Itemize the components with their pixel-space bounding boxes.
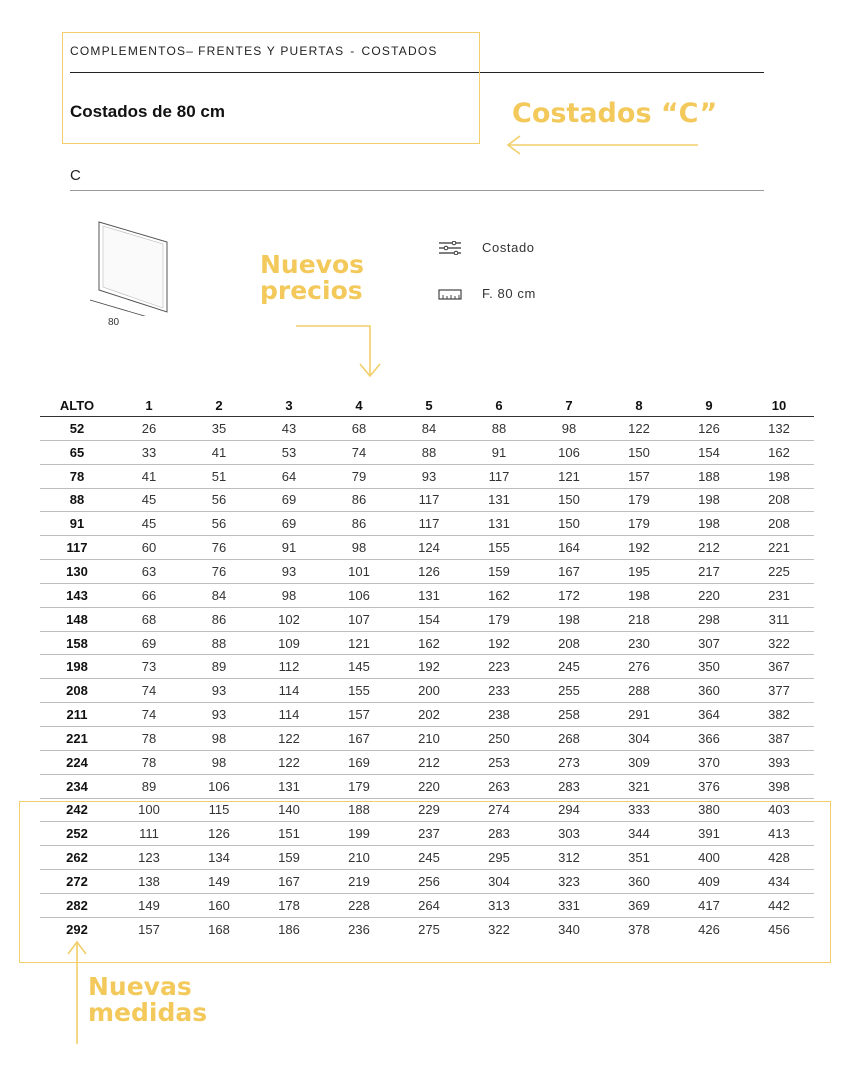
price-cell: 192 xyxy=(464,631,534,655)
price-cell: 233 xyxy=(464,679,534,703)
alto-cell: 208 xyxy=(40,679,114,703)
price-cell: 150 xyxy=(534,512,604,536)
price-cell: 364 xyxy=(674,703,744,727)
price-cell: 366 xyxy=(674,726,744,750)
price-cell: 178 xyxy=(254,893,324,917)
price-cell: 106 xyxy=(184,774,254,798)
price-cell: 98 xyxy=(184,726,254,750)
price-cell: 428 xyxy=(744,846,814,870)
price-cell: 268 xyxy=(534,726,604,750)
table-row xyxy=(40,655,814,679)
price-cell: 88 xyxy=(184,631,254,655)
price-cell: 84 xyxy=(184,583,254,607)
price-cell: 236 xyxy=(348,921,370,937)
price-cell: 76 xyxy=(184,560,254,584)
page-title: Costados de 80 cm xyxy=(70,102,225,121)
title-highlight-box xyxy=(62,32,480,144)
price-cell: 179 xyxy=(604,512,674,536)
spec-label-costado: Costado xyxy=(482,240,535,255)
alto-cell: 211 xyxy=(40,703,114,727)
price-cell: 210 xyxy=(324,846,394,870)
price-cell: 426 xyxy=(698,921,720,937)
price-cell: 198 xyxy=(674,488,744,512)
price-cell: 78 xyxy=(114,750,184,774)
price-cell: 86 xyxy=(324,488,394,512)
price-cell: 303 xyxy=(534,822,604,846)
price-cell: 93 xyxy=(254,560,324,584)
price-cell: 218 xyxy=(604,607,674,631)
price-cell: 154 xyxy=(394,607,464,631)
alto-cell: 272 xyxy=(40,870,114,894)
price-cell: 98 xyxy=(324,536,394,560)
price-cell: 220 xyxy=(674,583,744,607)
price-cell: 221 xyxy=(744,536,814,560)
price-cell: 322 xyxy=(744,631,814,655)
price-cell: 150 xyxy=(534,488,604,512)
price-cell: 68 xyxy=(324,417,394,441)
price-cell: 295 xyxy=(464,846,534,870)
price-cell: 102 xyxy=(254,607,324,631)
price-cell: 344 xyxy=(604,822,674,846)
price-cell: 33 xyxy=(114,440,184,464)
price-cell: 89 xyxy=(184,655,254,679)
price-cell: 88 xyxy=(394,440,464,464)
price-cell: 237 xyxy=(394,822,464,846)
arrow-down-icon xyxy=(294,322,384,380)
price-cell: 69 xyxy=(114,631,184,655)
price-cell: 93 xyxy=(184,703,254,727)
annotation-precios xyxy=(260,252,364,305)
price-cell: 106 xyxy=(324,583,394,607)
breadcrumb-separator: - xyxy=(350,44,356,58)
price-cell: 370 xyxy=(674,750,744,774)
price-cell: 162 xyxy=(394,631,464,655)
alto-cell: 117 xyxy=(40,536,114,560)
price-cell: 403 xyxy=(744,798,814,822)
price-cell: 321 xyxy=(604,774,674,798)
price-cell: 179 xyxy=(324,774,394,798)
price-cell: 162 xyxy=(744,440,814,464)
table-row xyxy=(40,417,814,441)
price-cell: 164 xyxy=(534,536,604,560)
price-cell: 288 xyxy=(604,679,674,703)
price-cell: 400 xyxy=(674,846,744,870)
price-cell: 66 xyxy=(114,583,184,607)
price-cell: 210 xyxy=(394,726,464,750)
price-cell: 208 xyxy=(744,512,814,536)
table-row xyxy=(40,560,814,584)
price-cell: 100 xyxy=(114,798,184,822)
price-cell: 112 xyxy=(254,655,324,679)
panel-illustration xyxy=(86,220,172,316)
price-cell: 322 xyxy=(488,921,510,937)
price-cell: 140 xyxy=(254,798,324,822)
price-cell: 69 xyxy=(254,488,324,512)
arrow-left-icon xyxy=(504,134,704,156)
price-cell: 274 xyxy=(464,798,534,822)
price-cell: 340 xyxy=(558,921,580,937)
breadcrumb-category: COMPLEMENTOS– xyxy=(70,44,195,58)
price-cell: 291 xyxy=(604,703,674,727)
alto-cell: 78 xyxy=(40,464,114,488)
spec-label-ancho: F. 80 cm xyxy=(482,286,536,301)
table-row xyxy=(40,464,814,488)
price-cell: 217 xyxy=(674,560,744,584)
price-cell: 74 xyxy=(324,440,394,464)
price-cell: 230 xyxy=(604,631,674,655)
price-cell: 51 xyxy=(184,464,254,488)
annotation-medidas xyxy=(88,974,207,1027)
header-col-1: 1 xyxy=(114,394,184,417)
header-col-9: 9 xyxy=(674,394,744,417)
price-cell: 109 xyxy=(254,631,324,655)
header-col-8: 8 xyxy=(604,394,674,417)
price-cell: 376 xyxy=(674,774,744,798)
price-cell: 53 xyxy=(254,440,324,464)
price-cell: 131 xyxy=(464,488,534,512)
price-cell: 151 xyxy=(254,822,324,846)
price-cell: 124 xyxy=(394,536,464,560)
price-cell: 231 xyxy=(744,583,814,607)
table-row xyxy=(40,774,814,798)
price-cell: 101 xyxy=(324,560,394,584)
price-cell: 333 xyxy=(604,798,674,822)
price-cell: 60 xyxy=(114,536,184,560)
price-cell: 263 xyxy=(464,774,534,798)
price-cell: 311 xyxy=(744,607,814,631)
price-cell: 73 xyxy=(114,655,184,679)
arrow-up-icon xyxy=(66,938,88,1048)
alto-cell: 148 xyxy=(40,607,114,631)
price-cell: 351 xyxy=(604,846,674,870)
price-cell: 64 xyxy=(254,464,324,488)
price-cell: 56 xyxy=(184,488,254,512)
price-cell: 138 xyxy=(114,870,184,894)
price-cell: 377 xyxy=(744,679,814,703)
price-cell: 378 xyxy=(628,921,650,937)
price-cell: 220 xyxy=(394,774,464,798)
price-cell: 98 xyxy=(254,583,324,607)
price-cell: 121 xyxy=(534,464,604,488)
price-cell: 160 xyxy=(184,893,254,917)
price-cell: 93 xyxy=(184,679,254,703)
price-cell: 91 xyxy=(254,536,324,560)
table-row xyxy=(40,583,814,607)
price-cell: 56 xyxy=(184,512,254,536)
header-col-10: 10 xyxy=(744,394,814,417)
header-col-6: 6 xyxy=(464,394,534,417)
price-cell: 387 xyxy=(744,726,814,750)
header-col-2: 2 xyxy=(184,394,254,417)
price-cell: 199 xyxy=(324,822,394,846)
table-header-row xyxy=(40,394,814,417)
price-cell: 307 xyxy=(674,631,744,655)
price-cell: 122 xyxy=(254,750,324,774)
price-cell: 253 xyxy=(464,750,534,774)
annotation-medidas-line2: medidas xyxy=(88,998,208,1028)
price-cell: 157 xyxy=(138,921,160,937)
price-cell: 409 xyxy=(674,870,744,894)
spec-ancho xyxy=(438,286,536,301)
price-cell: 154 xyxy=(674,440,744,464)
price-cell: 360 xyxy=(674,679,744,703)
price-cell: 188 xyxy=(324,798,394,822)
header-col-7: 7 xyxy=(534,394,604,417)
annotation-medidas-line1: Nuevas xyxy=(88,972,192,1001)
annotation-costados: Costados “C” xyxy=(512,98,718,129)
alto-cell: 221 xyxy=(40,726,114,750)
price-cell: 41 xyxy=(114,464,184,488)
price-cell: 159 xyxy=(254,846,324,870)
table-row xyxy=(40,512,814,536)
table-row xyxy=(40,536,814,560)
price-cell: 115 xyxy=(184,798,254,822)
price-cell: 298 xyxy=(674,607,744,631)
table-row xyxy=(40,488,814,512)
price-cell: 126 xyxy=(674,417,744,441)
price-cell: 79 xyxy=(324,464,394,488)
sliders-icon xyxy=(438,241,462,255)
price-cell: 26 xyxy=(114,417,184,441)
table-row xyxy=(40,750,814,774)
alto-cell: 52 xyxy=(40,417,114,441)
price-cell: 223 xyxy=(464,655,534,679)
price-cell: 219 xyxy=(324,870,394,894)
price-cell: 74 xyxy=(114,679,184,703)
alto-cell: 252 xyxy=(40,822,114,846)
price-cell: 89 xyxy=(114,774,184,798)
price-cell: 155 xyxy=(464,536,534,560)
alto-cell: 65 xyxy=(40,440,114,464)
price-cell: 304 xyxy=(464,870,534,894)
price-cell: 179 xyxy=(464,607,534,631)
price-cell: 202 xyxy=(394,703,464,727)
price-cell: 126 xyxy=(184,822,254,846)
table-row xyxy=(40,726,814,750)
alto-cell: 88 xyxy=(40,488,114,512)
price-cell: 98 xyxy=(184,750,254,774)
price-cell: 245 xyxy=(534,655,604,679)
price-cell: 238 xyxy=(464,703,534,727)
price-cell: 198 xyxy=(744,464,814,488)
price-cell: 331 xyxy=(534,893,604,917)
price-cell: 117 xyxy=(394,512,464,536)
price-cell: 157 xyxy=(604,464,674,488)
price-cell: 456 xyxy=(768,921,790,937)
price-cell: 69 xyxy=(254,512,324,536)
annotation-precios-line1: Nuevos xyxy=(260,250,365,279)
table-row xyxy=(40,607,814,631)
price-cell: 212 xyxy=(674,536,744,560)
alto-cell: 292 xyxy=(66,921,88,937)
price-cell: 93 xyxy=(394,464,464,488)
price-cell: 121 xyxy=(324,631,394,655)
price-cell: 283 xyxy=(464,822,534,846)
table-row xyxy=(40,703,814,727)
price-cell: 111 xyxy=(114,822,184,846)
price-cell: 172 xyxy=(534,583,604,607)
section-rule xyxy=(70,190,764,191)
price-cell: 123 xyxy=(114,846,184,870)
price-cell: 208 xyxy=(744,488,814,512)
price-cell: 208 xyxy=(534,631,604,655)
table-row xyxy=(40,631,814,655)
header-alto: ALTO xyxy=(40,394,114,417)
price-cell: 122 xyxy=(254,726,324,750)
price-cell: 417 xyxy=(674,893,744,917)
price-cell: 167 xyxy=(254,870,324,894)
price-cell: 168 xyxy=(208,921,230,937)
price-cell: 255 xyxy=(534,679,604,703)
price-cell: 413 xyxy=(744,822,814,846)
price-cell: 35 xyxy=(184,417,254,441)
price-cell: 45 xyxy=(114,512,184,536)
header-col-4: 4 xyxy=(324,394,394,417)
medidas-highlight-box xyxy=(19,801,831,963)
price-cell: 250 xyxy=(464,726,534,750)
price-cell: 86 xyxy=(184,607,254,631)
price-cell: 200 xyxy=(394,679,464,703)
price-cell: 134 xyxy=(184,846,254,870)
price-cell: 117 xyxy=(394,488,464,512)
price-cell: 150 xyxy=(604,440,674,464)
price-cell: 195 xyxy=(604,560,674,584)
header-col-5: 5 xyxy=(394,394,464,417)
price-cell: 228 xyxy=(324,893,394,917)
alto-cell: 262 xyxy=(40,846,114,870)
price-cell: 157 xyxy=(324,703,394,727)
spec-costado xyxy=(438,240,535,255)
price-cell: 350 xyxy=(674,655,744,679)
table-row xyxy=(40,440,814,464)
price-cell: 275 xyxy=(418,921,440,937)
breadcrumb-subcategory: FRENTES Y PUERTAS xyxy=(198,44,345,58)
price-cell: 114 xyxy=(254,679,324,703)
price-cell: 283 xyxy=(534,774,604,798)
price-cell: 229 xyxy=(394,798,464,822)
price-cell: 88 xyxy=(464,417,534,441)
price-cell: 382 xyxy=(744,703,814,727)
price-cell: 304 xyxy=(604,726,674,750)
alto-cell: 242 xyxy=(40,798,114,822)
price-cell: 122 xyxy=(604,417,674,441)
header-col-3: 3 xyxy=(254,394,324,417)
price-cell: 98 xyxy=(534,417,604,441)
table-row xyxy=(40,679,814,703)
price-cell: 192 xyxy=(394,655,464,679)
price-cell: 131 xyxy=(394,583,464,607)
price-cell: 159 xyxy=(464,560,534,584)
price-cell: 68 xyxy=(114,607,184,631)
price-cell: 323 xyxy=(534,870,604,894)
price-cell: 41 xyxy=(184,440,254,464)
alto-cell: 143 xyxy=(40,583,114,607)
price-cell: 276 xyxy=(604,655,674,679)
price-cell: 380 xyxy=(674,798,744,822)
price-cell: 212 xyxy=(394,750,464,774)
alto-cell: 234 xyxy=(40,774,114,798)
price-cell: 198 xyxy=(604,583,674,607)
price-cell: 367 xyxy=(744,655,814,679)
price-cell: 63 xyxy=(114,560,184,584)
section-letter: C xyxy=(70,167,81,184)
ruler-icon xyxy=(438,287,462,301)
price-cell: 434 xyxy=(744,870,814,894)
price-cell: 258 xyxy=(534,703,604,727)
price-cell: 162 xyxy=(464,583,534,607)
price-cell: 442 xyxy=(744,893,814,917)
price-cell: 107 xyxy=(324,607,394,631)
breadcrumb-item: COSTADOS xyxy=(361,44,438,58)
price-cell: 198 xyxy=(674,512,744,536)
price-cell: 245 xyxy=(394,846,464,870)
price-cell: 179 xyxy=(604,488,674,512)
price-cell: 78 xyxy=(114,726,184,750)
price-cell: 45 xyxy=(114,488,184,512)
price-cell: 169 xyxy=(324,750,394,774)
price-cell: 312 xyxy=(534,846,604,870)
price-cell: 188 xyxy=(674,464,744,488)
price-cell: 393 xyxy=(744,750,814,774)
alto-cell: 224 xyxy=(40,750,114,774)
price-cell: 117 xyxy=(464,464,534,488)
price-cell: 149 xyxy=(114,893,184,917)
alto-cell: 158 xyxy=(40,631,114,655)
annotation-precios-line2: precios xyxy=(260,276,363,306)
price-cell: 91 xyxy=(464,440,534,464)
price-cell: 360 xyxy=(604,870,674,894)
price-cell: 198 xyxy=(534,607,604,631)
alto-cell: 130 xyxy=(40,560,114,584)
price-cell: 313 xyxy=(464,893,534,917)
panel-width-label: 80 xyxy=(108,317,120,328)
price-cell: 398 xyxy=(744,774,814,798)
price-cell: 76 xyxy=(184,536,254,560)
price-cell: 131 xyxy=(254,774,324,798)
price-cell: 264 xyxy=(394,893,464,917)
price-cell: 256 xyxy=(394,870,464,894)
price-cell: 84 xyxy=(394,417,464,441)
price-cell: 155 xyxy=(324,679,394,703)
price-cell: 132 xyxy=(744,417,814,441)
alto-cell: 282 xyxy=(40,893,114,917)
price-cell: 369 xyxy=(604,893,674,917)
price-cell: 106 xyxy=(534,440,604,464)
price-cell: 167 xyxy=(324,726,394,750)
price-cell: 192 xyxy=(604,536,674,560)
price-cell: 391 xyxy=(674,822,744,846)
price-cell: 186 xyxy=(278,921,300,937)
price-cell: 86 xyxy=(324,512,394,536)
price-cell: 74 xyxy=(114,703,184,727)
price-cell: 43 xyxy=(254,417,324,441)
price-cell: 309 xyxy=(604,750,674,774)
alto-cell: 198 xyxy=(40,655,114,679)
alto-cell: 91 xyxy=(40,512,114,536)
price-cell: 167 xyxy=(534,560,604,584)
price-cell: 126 xyxy=(394,560,464,584)
price-cell: 131 xyxy=(464,512,534,536)
price-cell: 145 xyxy=(324,655,394,679)
price-cell: 294 xyxy=(534,798,604,822)
price-cell: 225 xyxy=(744,560,814,584)
price-cell: 273 xyxy=(534,750,604,774)
price-cell: 149 xyxy=(184,870,254,894)
price-cell: 114 xyxy=(254,703,324,727)
